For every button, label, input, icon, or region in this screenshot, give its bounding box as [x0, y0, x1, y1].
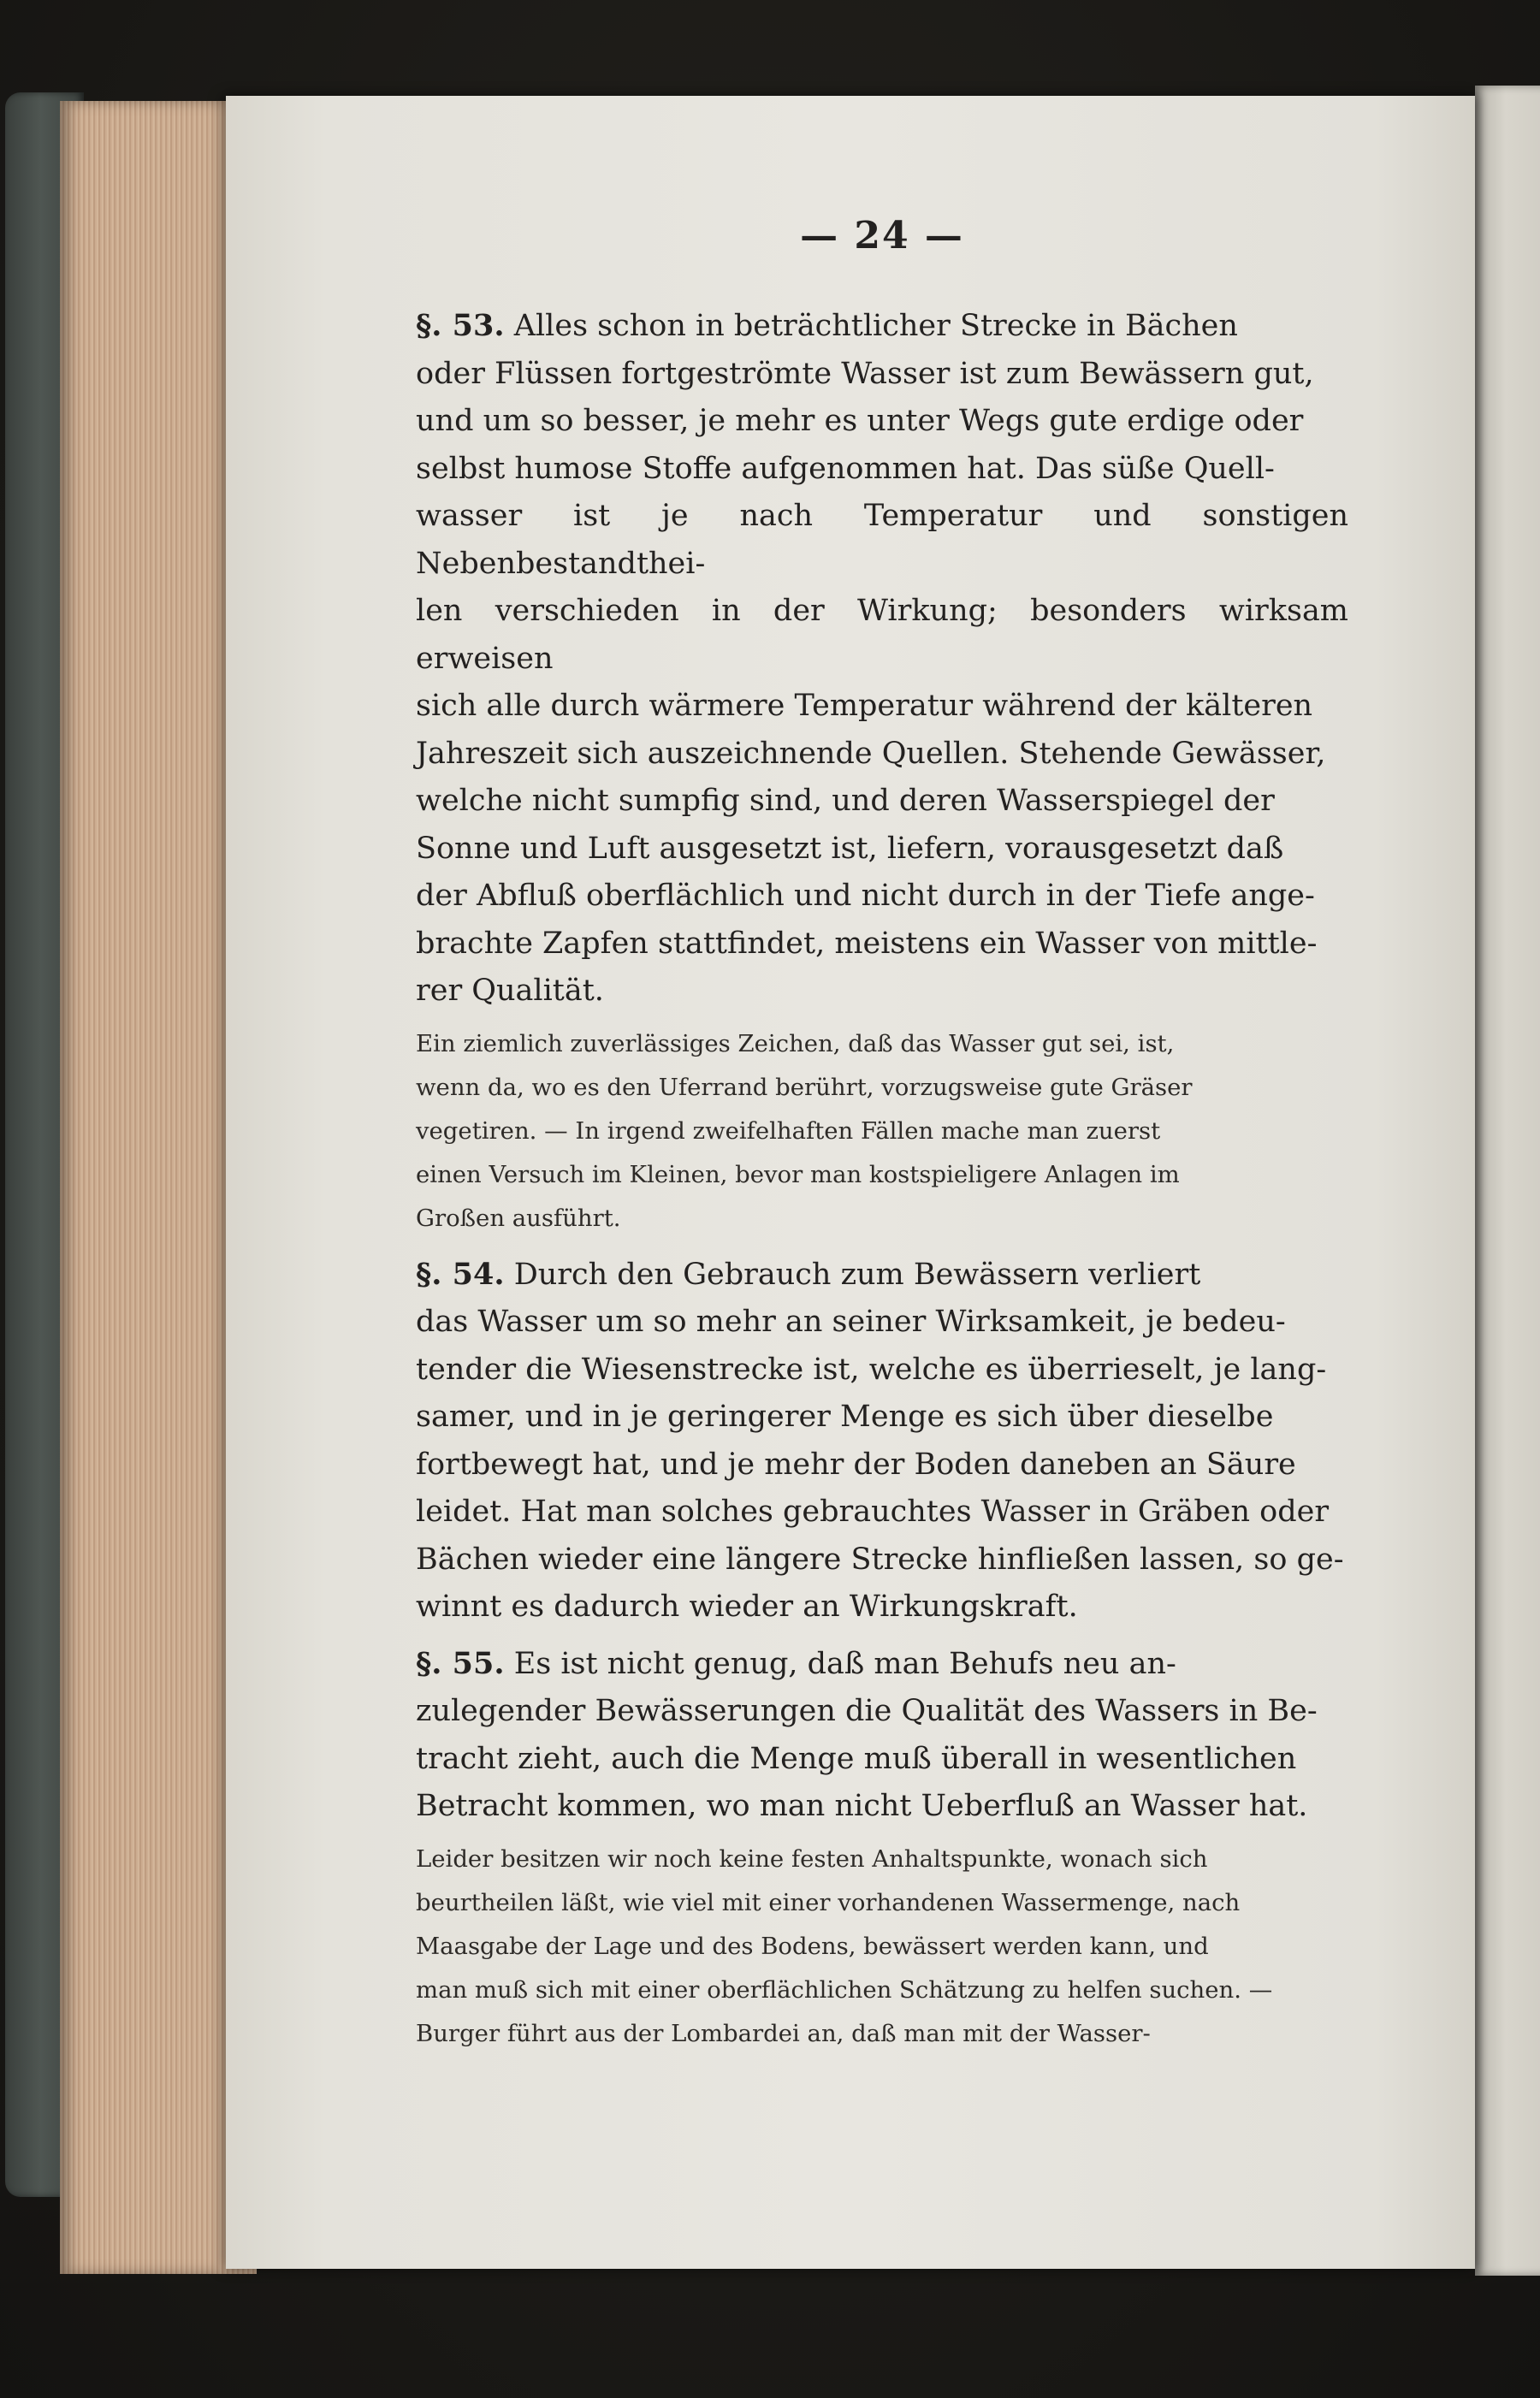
section-53-paragraph	[416, 302, 1348, 1015]
section-55-note: Leider besitzen wir noch keine festen Anhaltspunkte, wonach sich beurtheilen läßt, wie viel mit einer vorhandenen Wassermenge, nach Maasgabe der Lage und des Bodens, bewässert werden kann, und man muß sich mit einer oberflächlichen Schätzung zu helfen suchen. — Burger führt aus der Lombardei an, daß man mit der Wasser-	[416, 1844, 1273, 2047]
section-54-label: §. 54.	[416, 1256, 505, 1292]
book-page	[226, 96, 1475, 2269]
section-53-label: §. 53.	[416, 308, 505, 343]
section-54-paragraph	[416, 1251, 1348, 1631]
section-55-label: §. 55.	[416, 1645, 505, 1681]
page-text-block	[416, 214, 1348, 2066]
section-55-text: Es ist nicht genug, daß man Behufs neu an- zulegender Bewässerungen die Qualität des Wassers in Be- tracht zieht, auch die Menge muß überall in wesentlichen Betracht kommen, wo man nicht Ueberfluß an Wasser hat.	[416, 1646, 1318, 1823]
section-55-paragraph	[416, 1640, 1348, 1831]
section-53-note: Ein ziemlich zuverlässiges Zeichen, daß das Wasser gut sei, ist, wenn da, wo es den Uferrand berührt, vorzugsweise gute Gräser vegetiren. — In irgend zweifelhaften Fällen mache man zuerst einen Versuch im Kleinen, bevor man kostspieligere Anlagen im Großen ausführt.	[416, 1029, 1193, 1232]
facing-page-edge	[1475, 86, 1540, 2276]
section-54-text: Durch den Gebrauch zum Bewässern verliert das Wasser um so mehr an seiner Wirksamkeit, je bedeu- tender die Wiesenstrecke ist, welche es überrieselt, je lang- samer, und in je geringerer Menge es sich über dieselbe fortbewegt hat, und je mehr der Boden daneben an Säure leidet. Hat man solches gebrauchtes Wasser in Gräben oder Bächen wieder eine längere Strecke hinfließen lassen, so ge- winnt es dadurch wieder an Wirkungskraft.	[416, 1257, 1344, 1624]
spacer	[416, 1631, 1348, 1640]
page-number: — 24 —	[800, 214, 964, 258]
section-53-text: Alles schon in beträchtlicher Strecke in Bächen oder Flüssen fortgeströmte Wasser ist zum Bewässern gut, und um so besser, je mehr es unter Wegs gute erdige oder selbst humose Stoffe aufgenommen hat. Das süße Quell- wasser ist je nach Temperatur und sonstigen Nebenbestandthei- len verschieden in der Wirkung; besonders wirksam erweisen sich alle durch wärmere Temperatur während der kälteren Jahreszeit sich auszeichnende Quellen. Stehende Gewässer, welche nicht sumpfig sind, und deren Wasserspiegel der Sonne und Luft ausgesetzt ist, liefern, vorausgesetzt daß der Abfluß oberflächlich und nicht durch in der Tiefe ange- brachte Zapfen stattfindet, meistens ein Wasser von mittle- rer Qualität.	[416, 309, 1348, 1008]
